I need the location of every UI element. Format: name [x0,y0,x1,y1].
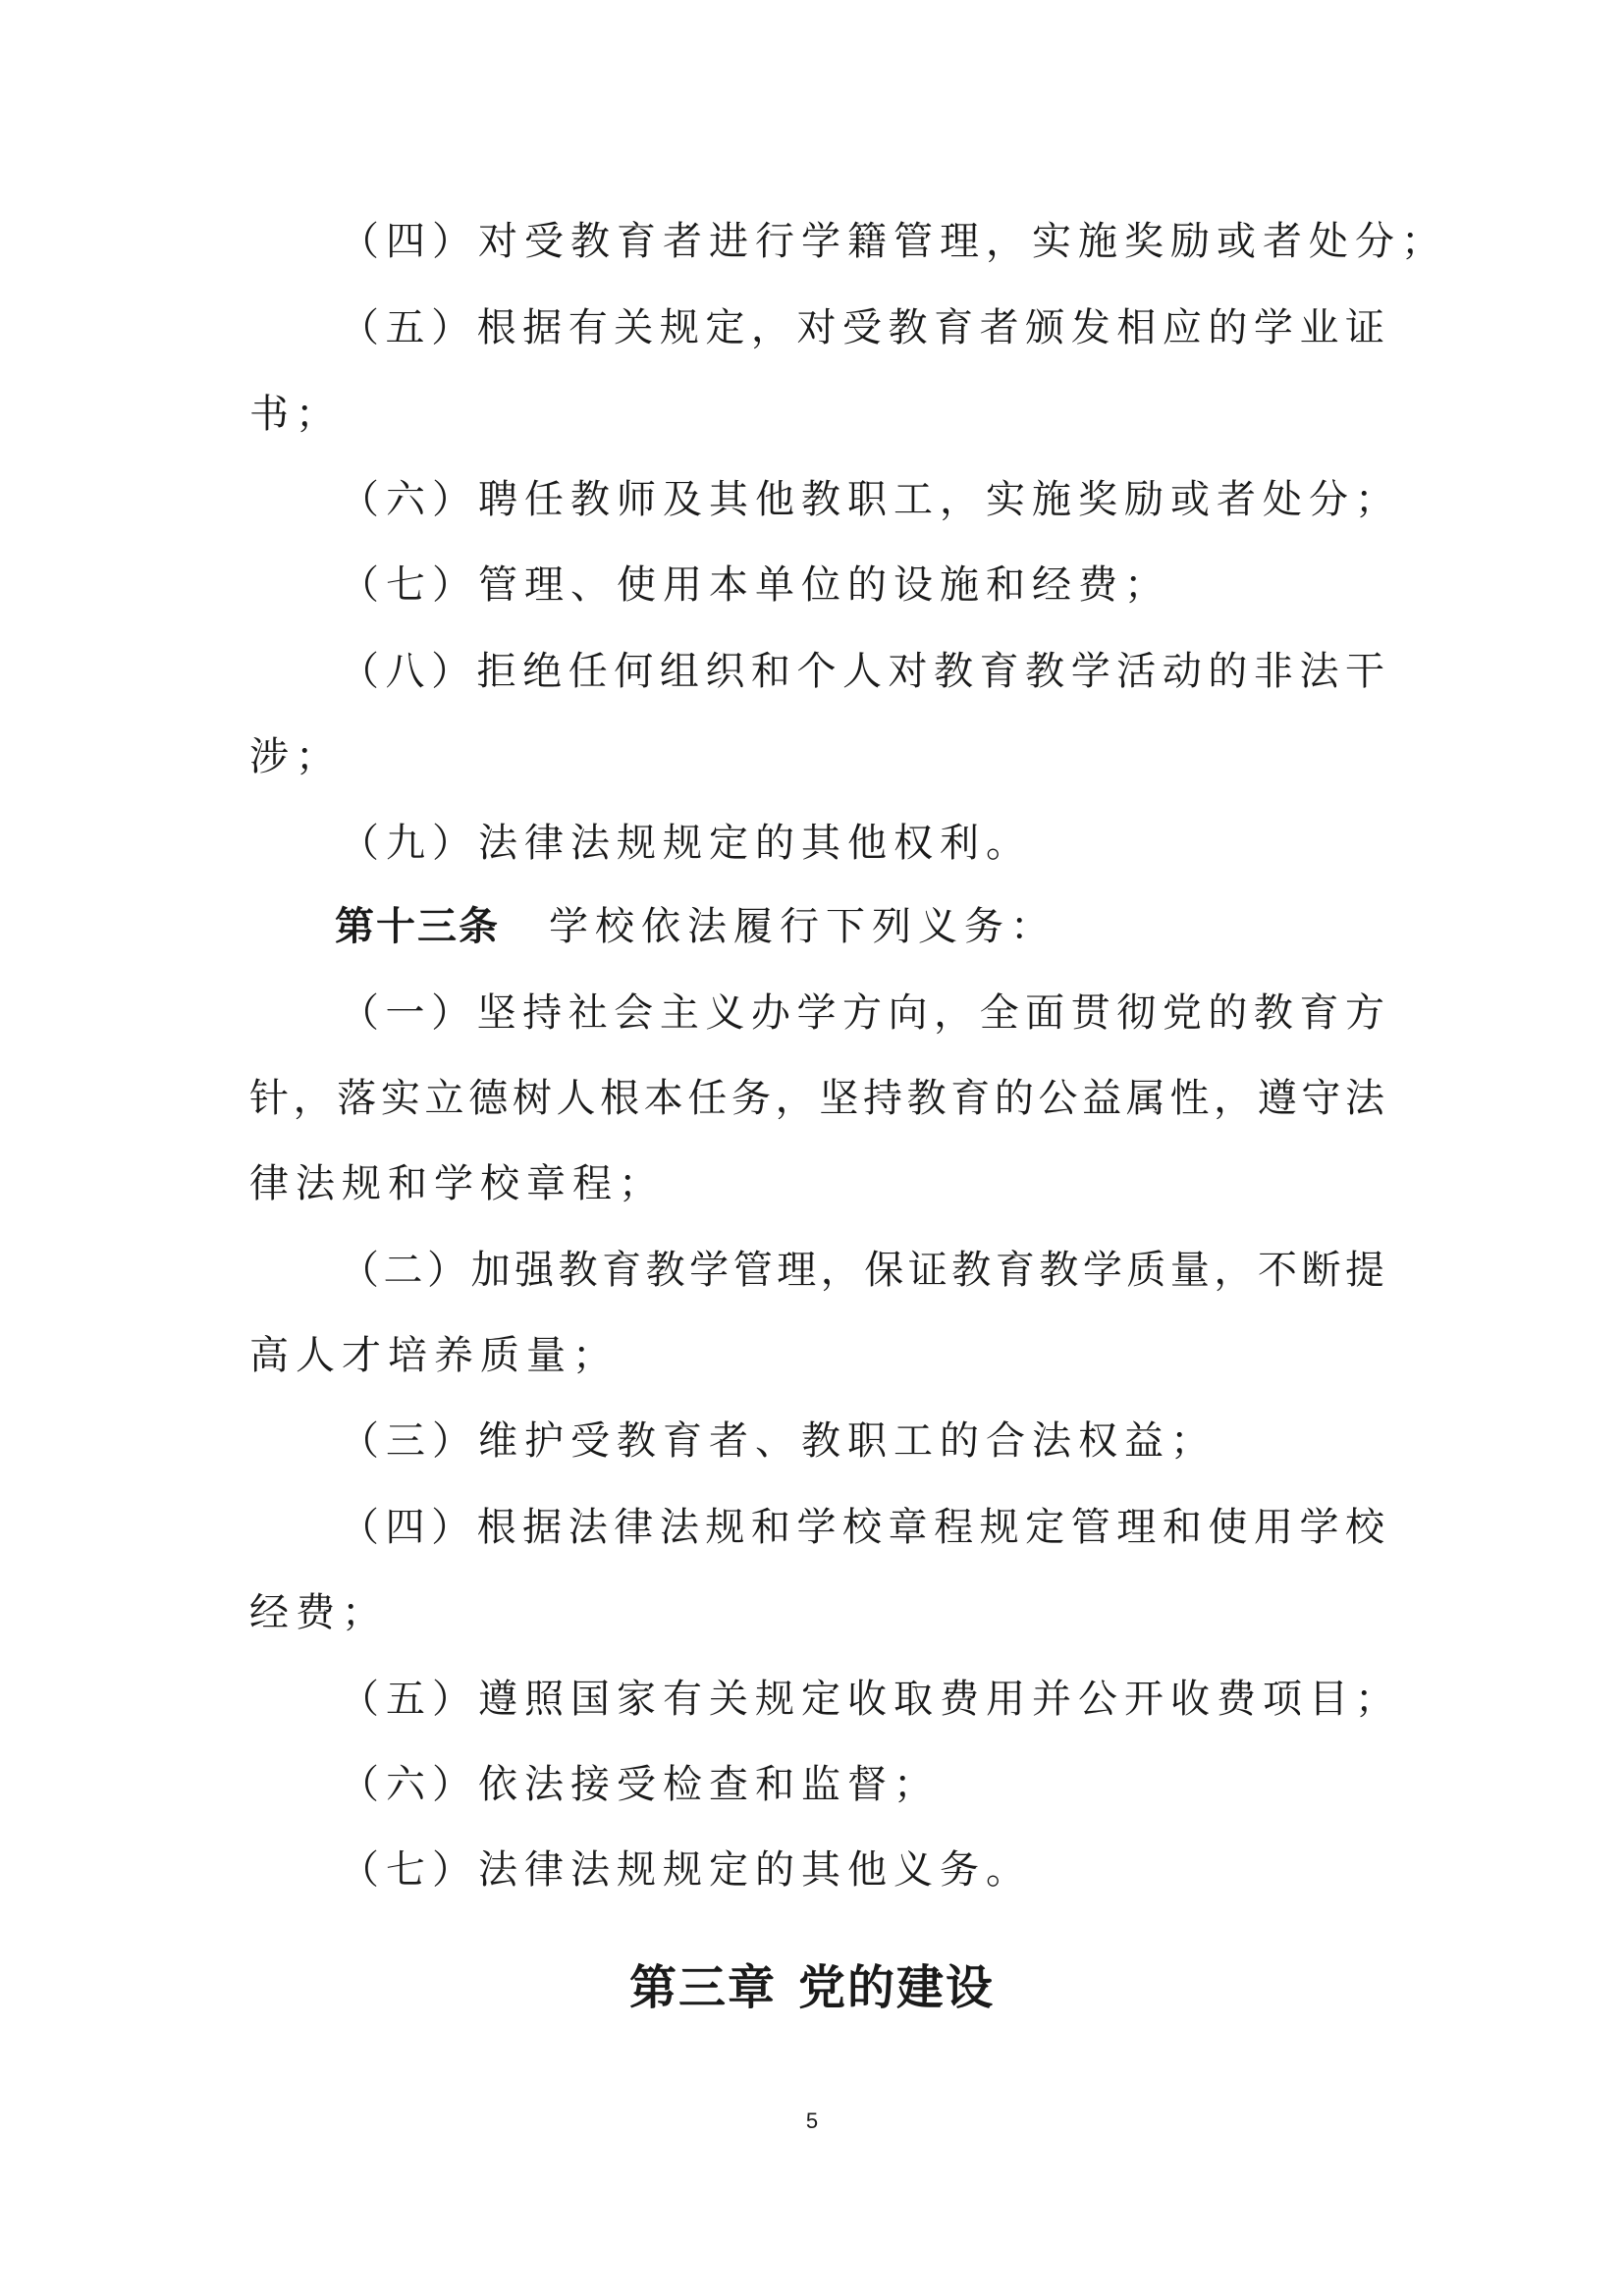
paragraph-line: （五）根据有关规定，对受教育者颁发相应的学业证 [340,305,1388,350]
paragraph-line: 涉； [249,734,342,779]
paragraph-line: （五）遵照国家有关规定收取费用并公开收费项目； [340,1677,1401,1722]
paragraph-line: （六）聘任教师及其他教职工，实施奖励或者处分； [340,477,1401,522]
paragraph-line: （六）依法接受检查和监督； [340,1762,940,1807]
paragraph-line: 针，落实立德树人根本任务，坚持教育的公益属性，遵守法 [249,1076,1388,1121]
paragraph-line: （八）拒绝任何组织和个人对教育教学活动的非法干 [340,649,1388,694]
page-number: 5 [805,2109,819,2133]
paragraph-line: （七）管理、使用本单位的设施和经费； [340,562,1170,608]
paragraph-line: 高人才培养质量； [249,1333,619,1378]
article-number: 第十三条 [335,904,500,949]
paragraph-line: （七）法律法规规定的其他义务。 [340,1847,1032,1893]
paragraph-line: 经费； [249,1590,388,1635]
paragraph-line: （二）加强教育教学管理，保证教育教学质量，不断提 [340,1248,1388,1293]
article-intro: 学校依法履行下列义务： [549,904,1056,949]
article-heading [335,883,1056,970]
paragraph-line: （四）对受教育者进行学籍管理，实施奖励或者处分； [340,219,1447,264]
paragraph-line: （四）根据法律法规和学校章程规定管理和使用学校 [340,1505,1388,1550]
paragraph-line: 律法规和学校章程； [249,1161,665,1206]
paragraph-line: （一）坚持社会主义办学方向，全面贯彻党的教育方 [340,990,1388,1036]
chapter-heading [0,1953,1624,2022]
paragraph-line: 书； [249,392,342,437]
paragraph-line: （九）法律法规规定的其他权利。 [340,821,1032,866]
paragraph-line: （三）维护受教育者、教职工的合法权益； [340,1418,1217,1464]
chapter-number: 第三章 [628,1960,777,2015]
chapter-title: 党的建设 [798,1960,996,2015]
